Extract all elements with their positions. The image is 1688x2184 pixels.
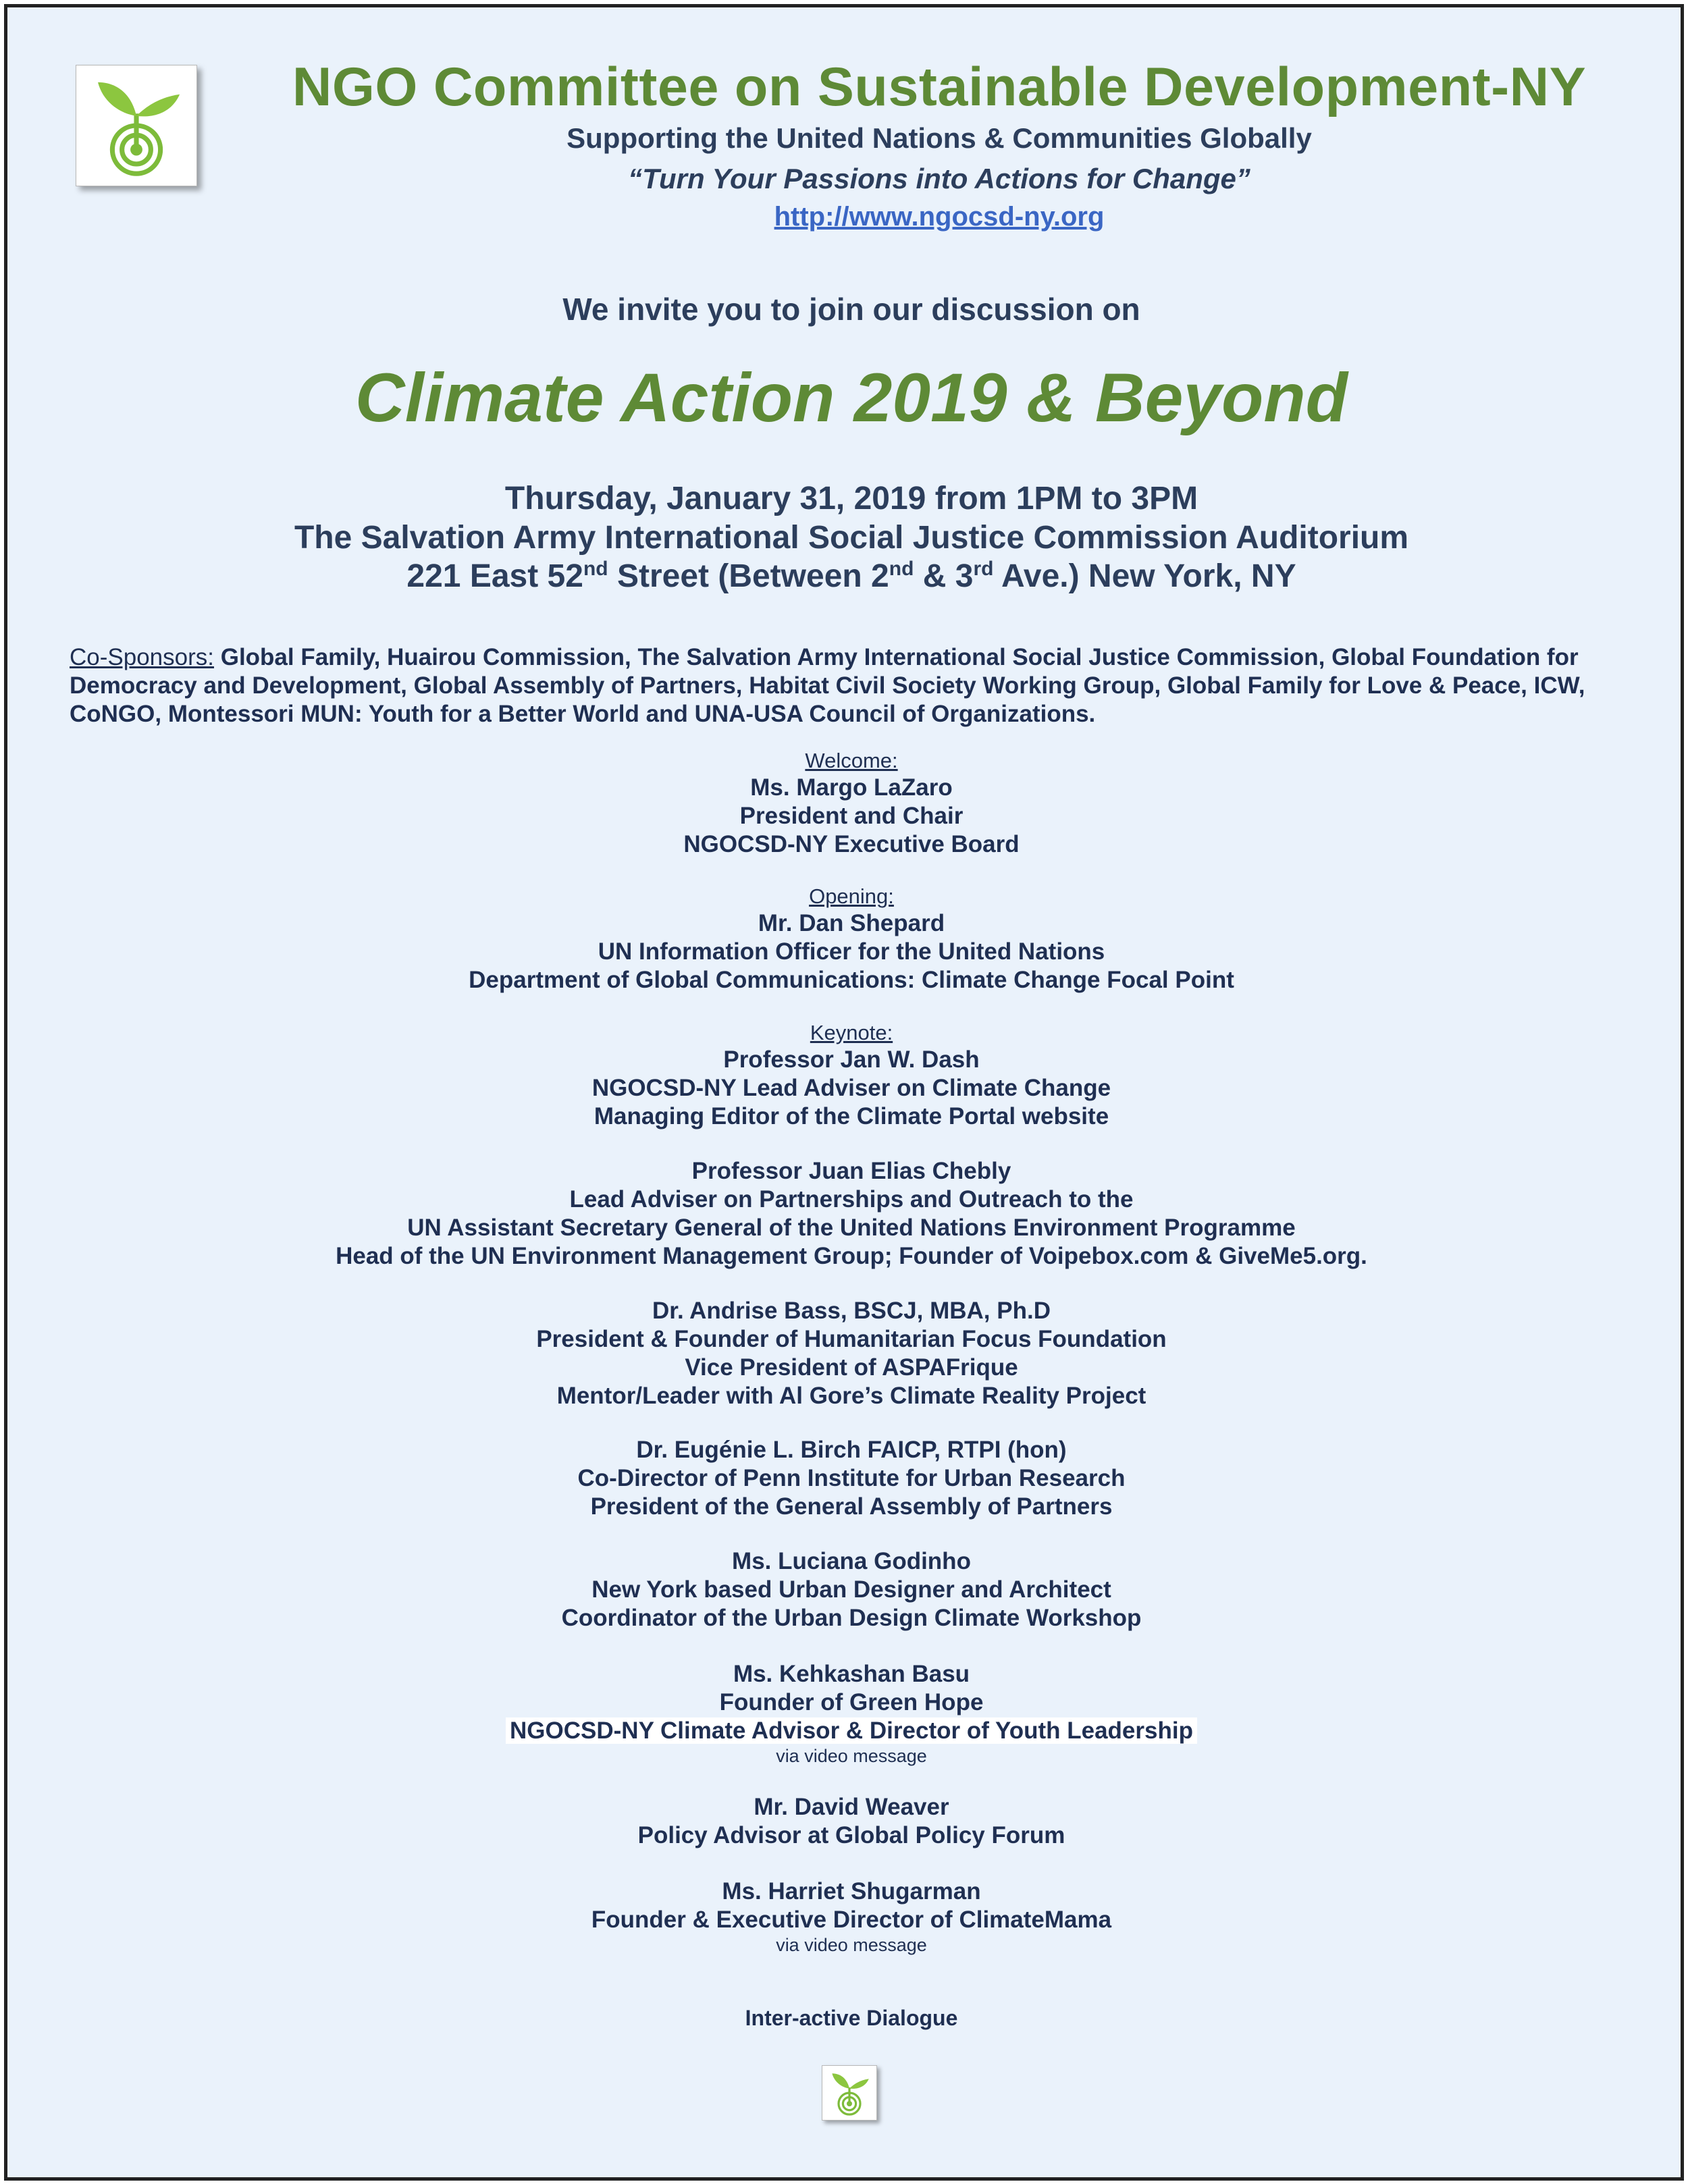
speaker-name: Dr. Andrise Bass, BSCJ, MBA, Ph.D	[652, 1298, 1051, 1324]
speaker-title: Department of Global Communications: Climate Change Focal Point	[469, 967, 1234, 993]
speaker-name: Professor Juan Elias Chebly	[691, 1158, 1011, 1184]
speaker-title: Mentor/Leader with Al Gore’s Climate Reality Project	[556, 1383, 1146, 1409]
speaker-title: President & Founder of Humanitarian Focus Foundation	[536, 1326, 1167, 1352]
speaker-name: Dr. Eugénie L. Birch FAICP, RTPI (hon)	[636, 1437, 1067, 1463]
speaker-title: Lead Adviser on Partnerships and Outreach to the	[569, 1186, 1134, 1213]
section-label: Opening:	[809, 884, 894, 908]
video-message-note: via video message	[776, 1746, 927, 1766]
cosponsors-label: Co-Sponsors:	[70, 644, 214, 670]
speaker-block	[7, 1297, 1688, 1410]
speaker-name: Professor Jan W. Dash	[723, 1046, 980, 1073]
speaker-name: Mr. Dan Shepard	[758, 910, 945, 936]
speaker-title: NGOCSD-NY Executive Board	[683, 831, 1020, 857]
speaker-title: President and Chair	[739, 803, 964, 829]
speaker-block	[7, 1157, 1688, 1271]
speaker-title: Founder & Executive Director of ClimateMama	[591, 1907, 1112, 1933]
speaker-title: UN Information Officer for the United Nations	[598, 938, 1105, 965]
speaker-title: NGOCSD-NY Climate Advisor & Director of Youth Leadership	[7, 1717, 1688, 1745]
flyer-page	[4, 4, 1684, 2181]
event-venue: The Salvation Army International Social Justice Commission Auditorium	[294, 520, 1409, 556]
invite-text: We invite you to join our discussion on	[562, 292, 1140, 327]
cosponsors-paragraph	[70, 643, 1643, 728]
speaker-block	[7, 1877, 1688, 1956]
organization-subtitle: Supporting the United Nations & Communities Globally	[566, 122, 1312, 154]
speaker-title: Policy Advisor at Global Policy Forum	[637, 1822, 1065, 1848]
section-label: Welcome:	[805, 749, 898, 772]
event-date: Thursday, January 31, 2019 from 1PM to 3PM	[504, 481, 1198, 516]
video-message-note: via video message	[776, 1935, 927, 1955]
speaker-block	[7, 1793, 1688, 1850]
speaker-title: Co-Director of Penn Institute for Urban Research	[577, 1465, 1126, 1491]
speaker-block	[7, 1436, 1688, 1521]
speaker-title: Managing Editor of the Climate Portal website	[594, 1103, 1109, 1129]
speaker-title: Founder of Green Hope	[719, 1689, 984, 1715]
keynote-section	[7, 1020, 1688, 1131]
section-label: Keynote:	[810, 1021, 893, 1044]
speaker-title: NGOCSD-NY Lead Adviser on Climate Change	[591, 1075, 1111, 1101]
organization-title: NGO Committee on Sustainable Development-NY	[292, 57, 1587, 117]
speaker-name: Ms. Margo LaZaro	[750, 774, 953, 801]
event-title: Climate Action 2019 & Beyond	[355, 359, 1348, 436]
event-address: 221 East 52nd Street (Between 2nd & 3rd Ave.) New York, NY	[406, 558, 1296, 594]
sprout-logo-icon	[822, 2065, 877, 2121]
speaker-name: Ms. Kehkashan Basu	[733, 1661, 970, 1687]
speaker-title: Head of the UN Environment Management Group; Founder of Voipebox.com & GiveMe5.org.	[336, 1243, 1367, 1269]
organization-url-link[interactable]: http://www.ngocsd-ny.org	[774, 202, 1105, 232]
speaker-name: Ms. Luciana Godinho	[732, 1548, 971, 1574]
interactive-dialogue-label: Inter-active Dialogue	[745, 2006, 958, 2030]
speaker-title: New York based Urban Designer and Architect	[591, 1576, 1111, 1603]
speaker-title: President of the General Assembly of Partners	[590, 1493, 1113, 1520]
speaker-title: UN Assistant Secretary General of the United Nations Environment Programme	[407, 1215, 1296, 1241]
welcome-section	[7, 748, 1688, 859]
organization-tagline: “Turn Your Passions into Actions for Change”	[628, 163, 1250, 194]
sprout-logo-icon	[76, 65, 197, 186]
speaker-block	[7, 1660, 1688, 1767]
opening-section	[7, 884, 1688, 994]
speaker-title: Coordinator of the Urban Design Climate Workshop	[561, 1605, 1142, 1631]
cosponsors-list: Global Family, Huairou Commission, The Salvation Army International Social Justice Commission, Global Foundation for Democracy and Development, Global Assembly of Partners, Habitat Civil Society Working Group, Global Family for Love & Peace, ICW, CoNGO, Montessori MUN: Youth for a Better World and UNA-USA Council of Organizations.	[70, 644, 1585, 727]
speaker-name: Mr. David Weaver	[754, 1794, 949, 1820]
speaker-title: Vice President of ASPAFrique	[685, 1354, 1018, 1381]
speaker-block	[7, 1547, 1688, 1632]
speaker-name: Ms. Harriet Shugarman	[722, 1878, 981, 1905]
